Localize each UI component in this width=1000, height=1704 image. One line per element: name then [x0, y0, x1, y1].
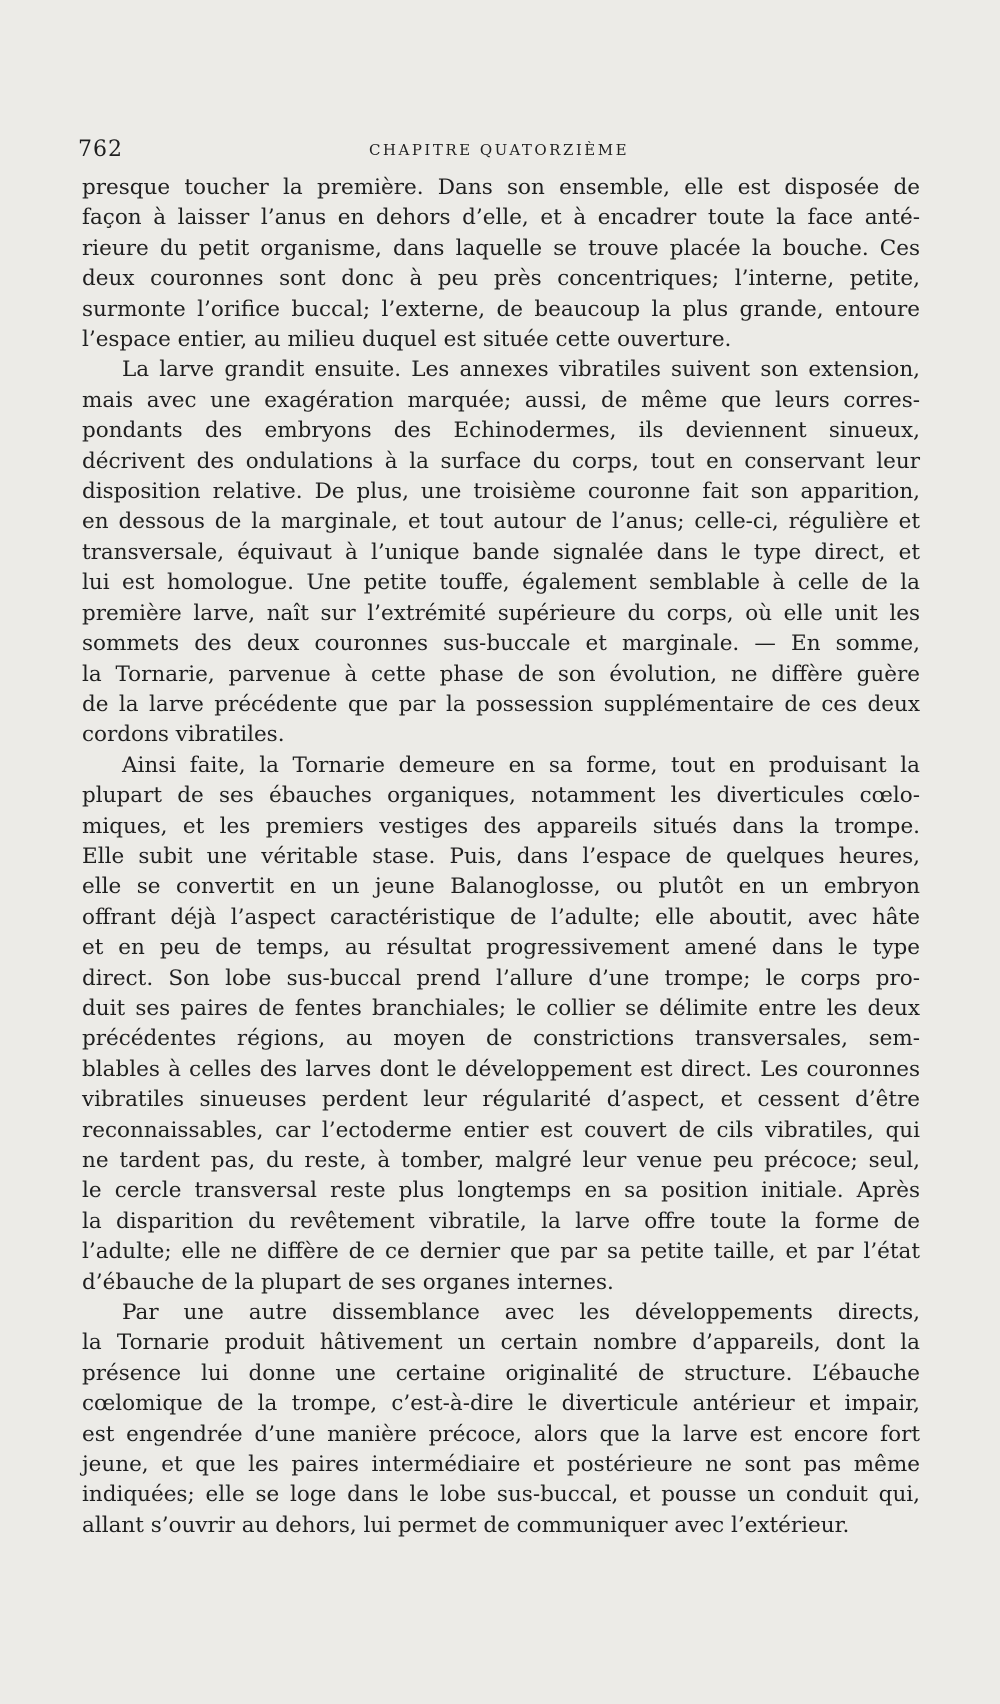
paragraph — [82, 355, 920, 750]
text-line: précédentes régions, au moyen de constrictions transversales, sem- — [82, 1026, 920, 1052]
paragraph — [82, 1298, 920, 1541]
paragraph — [82, 751, 920, 1298]
text-line: présence lui donne une certaine originalité de structure. L’ébauche — [82, 1360, 920, 1386]
text-line: miques, et les premiers vestiges des appareils situés dans la trompe. — [82, 813, 920, 839]
text-line: la Tornarie produit hâtivement un certain nombre d’appareils, dont la — [82, 1330, 920, 1356]
text-line: deux couronnes sont donc à peu près concentriques; l’interne, petite, — [82, 266, 920, 292]
text-line: Par une autre dissemblance avec les développements directs, — [122, 1300, 920, 1326]
text-line: blables à celles des larves dont le développement est direct. Les couronnes — [82, 1056, 920, 1082]
text-line: première larve, naît sur l’extrémité supérieure du corps, où elle unit les — [82, 600, 920, 626]
text-line: allant s’ouvrir au dehors, lui permet de communiquer avec l’extérieur. — [82, 1512, 850, 1538]
text-line: en dessous de la marginale, et tout autour de l’anus; celle-ci, régulière et — [82, 509, 920, 535]
page-header — [78, 137, 920, 163]
text-line: lui est homologue. Une petite touffe, également semblable à celle de la — [82, 570, 920, 596]
body-text — [82, 173, 920, 1541]
text-line: transversale, équivaut à l’unique bande signalée dans le type direct, et — [82, 539, 920, 565]
text-line: cordons vibratiles. — [82, 722, 285, 748]
page-number: 762 — [78, 137, 123, 162]
text-line: direct. Son lobe sus-buccal prend l’allure d’une trompe; le corps pro- — [82, 965, 920, 991]
text-line: surmonte l’orifice buccal; l’externe, de beaucoup la plus grande, entoure — [82, 296, 920, 322]
text-line: offrant déjà l’aspect caractéristique de l’adulte; elle aboutit, avec hâte — [82, 904, 920, 930]
text-line: duit ses paires de fentes branchiales; le collier se délimite entre les deux — [82, 995, 920, 1021]
text-line: de la larve précédente que par la possession supplémentaire de ces deux — [82, 691, 920, 717]
text-line: la disparition du revêtement vibratile, la larve offre toute la forme de — [82, 1208, 920, 1234]
text-line: presque toucher la première. Dans son ensemble, elle est disposée de — [82, 175, 920, 200]
text-line: disposition relative. De plus, une troisième couronne fait son apparition, — [82, 479, 920, 505]
text-line: Elle subit une véritable stase. Puis, dans l’espace de quelques heures, — [82, 843, 920, 869]
text-line: mais avec une exagération marquée; aussi, de même que leurs corres- — [82, 387, 920, 413]
paragraph — [82, 173, 920, 355]
running-head: CHAPITRE QUATORZIÈME — [368, 141, 630, 159]
text-line: le cercle transversal reste plus longtemps en sa position initiale. Après — [82, 1178, 920, 1204]
text-line: plupart de ses ébauches organiques, notamment les diverticules cœlo- — [82, 783, 920, 809]
text-line: La larve grandit ensuite. Les annexes vibratiles suivent son extension, — [122, 357, 920, 383]
text-line: décrivent des ondulations à la surface du corps, tout en conservant leur — [82, 448, 920, 474]
text-line: cœlomique de la trompe, c’est-à-dire le diverticule antérieur et impair, — [82, 1391, 920, 1417]
text-line: l’espace entier, au milieu duquel est située cette ouverture. — [82, 327, 732, 353]
text-line: rieure du petit organisme, dans laquelle se trouve placée la bouche. Ces — [82, 235, 920, 261]
text-line: d’ébauche de la plupart de ses organes internes. — [82, 1269, 614, 1295]
text-line: jeune, et que les paires intermédiaire et postérieure ne sont pas même — [82, 1452, 920, 1478]
text-line: est engendrée d’une manière précoce, alors que la larve est encore fort — [82, 1421, 920, 1447]
text-line: l’adulte; elle ne diffère de ce dernier que par sa petite taille, et par l’état — [82, 1239, 920, 1265]
text-line: et en peu de temps, au résultat progressivement amené dans le type — [82, 935, 920, 961]
text-line: la Tornarie, parvenue à cette phase de son évolution, ne diffère guère — [82, 661, 920, 687]
text-line: elle se convertit en un jeune Balanoglosse, ou plutôt en un embryon — [82, 874, 920, 900]
text-line: indiquées; elle se loge dans le lobe sus-buccal, et pousse un conduit qui, — [82, 1482, 920, 1508]
text-line: reconnaissables, car l’ectoderme entier est couvert de cils vibratiles, qui — [82, 1117, 920, 1143]
text-line: ne tardent pas, du reste, à tomber, malgré leur venue peu précoce; seul, — [82, 1148, 920, 1173]
text-line: sommets des deux couronnes sus-buccale et marginale. — En somme, — [82, 631, 920, 657]
text-line: vibratiles sinueuses perdent leur régularité d’aspect, et cessent d’être — [82, 1087, 920, 1113]
text-line: pondants des embryons des Echinodermes, ils deviennent sinueux, — [82, 418, 920, 444]
text-line: façon à laisser l’anus en dehors d’elle, et à encadrer toute la face anté- — [82, 205, 920, 231]
text-line: Ainsi faite, la Tornarie demeure en sa forme, tout en produisant la — [122, 752, 920, 778]
